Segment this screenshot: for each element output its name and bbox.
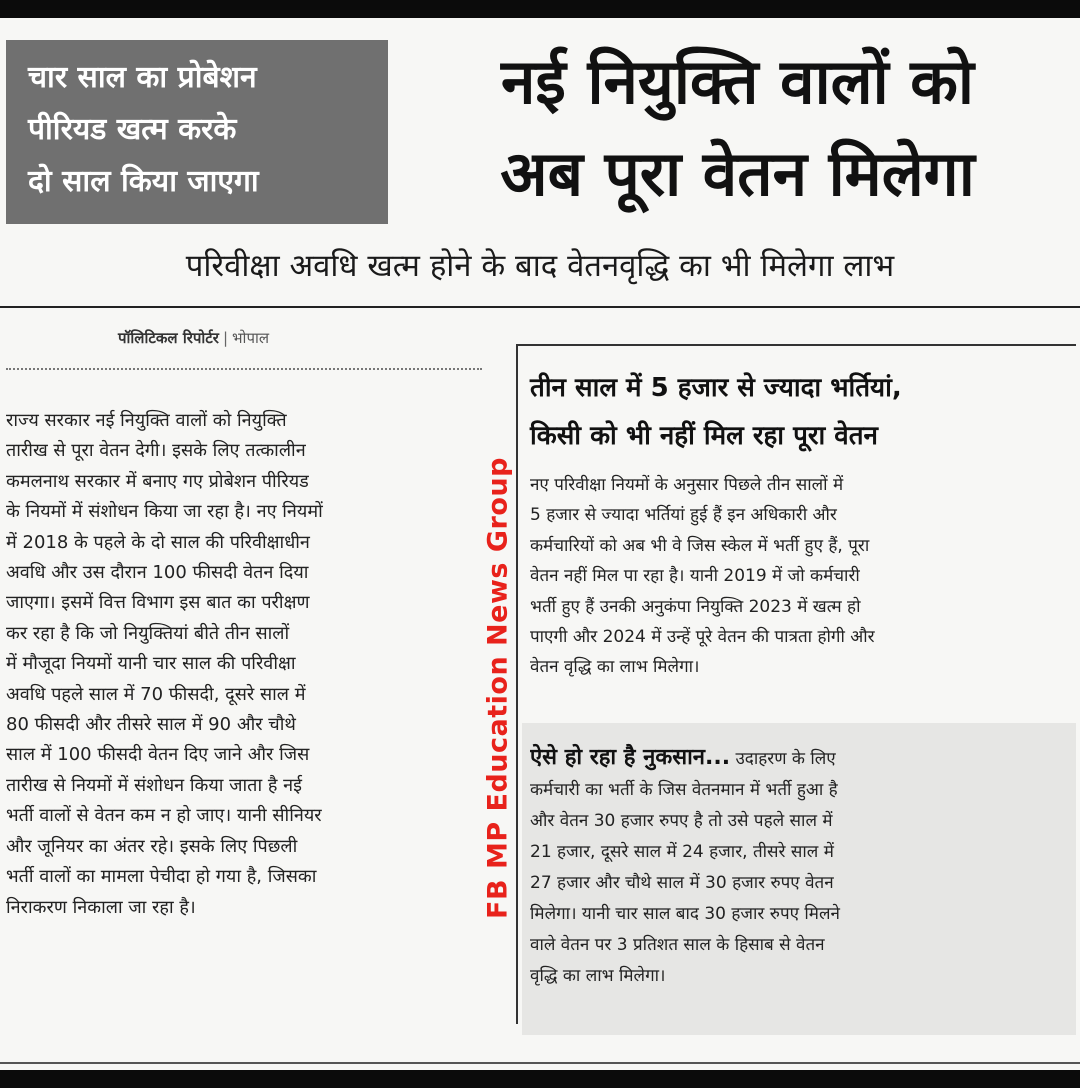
watermark-text: FB MP Education News Group	[482, 457, 514, 919]
bottom-divider	[0, 1062, 1080, 1064]
kicker-line: पीरियड खत्म करके	[28, 112, 237, 147]
loss-first-line-rest: उदाहरण के लिए	[735, 749, 836, 769]
box-article-body	[530, 470, 1072, 683]
left-article	[6, 406, 476, 923]
loss-line: मिलेगा। यानी चार साल बाद 30 हजार रुपए मिलने	[530, 904, 840, 924]
loss-first-line	[530, 742, 1072, 775]
article-line: निराकरण निकाला जा रहा है।	[6, 896, 196, 918]
article-line: में 2018 के पहले के दो साल की परिवीक्षाधीन	[6, 531, 310, 553]
box-body-line: वेतन नहीं मिल पा रहा है। यानी 2019 में जो कर्मचारी	[530, 566, 860, 587]
box-body-line: 5 हजार से ज्यादा भर्तियां हुई हैं इन अधिकारी और	[530, 505, 837, 526]
loss-line: 27 हजार और चौथे साल में 30 हजार रुपए वेतन	[530, 873, 834, 893]
loss-line: वाले वेतन पर 3 प्रतिशत साल के हिसाब से वेतन	[530, 935, 825, 955]
article-line: तारीख से पूरा वेतन देगी। इसके लिए तत्कालीन	[6, 440, 306, 462]
byline	[118, 328, 269, 348]
box-title-line: तीन साल में 5 हजार से ज्यादा भर्तियां,	[530, 373, 902, 403]
article-line: और जूनियर का अंतर रहे। इसके लिए पिछली	[6, 835, 298, 857]
loss-line: और वेतन 30 हजार रुपए है तो उसे पहले साल में	[530, 811, 833, 831]
box-body-line: नए परिवीक्षा नियमों के अनुसार पिछले तीन सालों में	[530, 475, 844, 495]
box-article-title	[530, 364, 1075, 460]
kicker-box	[6, 40, 388, 224]
loss-example-text	[530, 742, 1072, 992]
article-line: 80 फीसदी और तीसरे साल में 90 और चौथे	[6, 714, 296, 736]
box-title-line: किसी को भी नहीं मिल रहा पूरा वेतन	[530, 421, 878, 451]
article-line: में मौजूदा नियमों यानी चार साल की परिवीक्षा	[6, 653, 296, 675]
box-body-line: कर्मचारियों को अब भी वे जिस स्केल में भर्ती हुए हैं, पूरा	[530, 535, 870, 556]
loss-line: कर्मचारी का भर्ती के जिस वेतनमान में भर्ती हुआ है	[530, 780, 838, 800]
box-body-line: वेतन वृद्धि का लाभ मिलेगा।	[530, 657, 700, 678]
article-line: अवधि पहले साल में 70 फीसदी, दूसरे साल में	[6, 683, 306, 705]
subheadline: परिवीक्षा अवधि खत्म होने के बाद वेतनवृद्धि का भी मिलेगा लाभ	[185, 248, 895, 284]
loss-line: वृद्धि का लाभ मिलेगा।	[530, 966, 666, 986]
column-divider	[516, 344, 518, 1024]
byline-author: पॉलिटिकल रिपोर्टर	[118, 329, 219, 347]
article-line: कमलनाथ सरकार में बनाए गए प्रोबेशन पीरियड	[6, 470, 309, 492]
headline	[400, 36, 1075, 220]
loss-line: 21 हजार, दूसरे साल में 24 हजार, तीसरे साल में	[530, 842, 834, 862]
top-divider	[0, 306, 1080, 308]
headline-line: नई नियुक्ति वालों को	[501, 45, 974, 118]
byline-separator: |	[222, 329, 229, 347]
article-line: अवधि और उस दौरान 100 फीसदी वेतन दिया	[6, 562, 309, 584]
box-body-line: भर्ती हुए हैं उनकी अनुकंपा नियुक्ति 2023 में खत्म हो	[530, 596, 861, 617]
kicker-line: दो साल किया जाएगा	[28, 164, 259, 199]
article-line: राज्य सरकार नई नियुक्ति वालों को नियुक्ति	[6, 410, 287, 431]
article-line: भर्ती वालों से वेतन कम न हो जाए। यानी सीनियर	[6, 805, 322, 827]
article-line: कर रहा है कि जो नियुक्तियां बीते तीन सालों	[6, 622, 290, 644]
box-top-border	[516, 344, 1076, 346]
loss-lead: ऐसे हो रहा है नुकसान...	[530, 745, 731, 770]
article-line: जाएगा। इसमें वित्त विभाग इस बात का परीक्षण	[6, 592, 310, 614]
article-line: साल में 100 फीसदी वेतन दिए जाने और जिस	[6, 744, 310, 766]
byline-city: भोपाल	[232, 329, 270, 347]
box-body-line: पाएगी और 2024 में उन्हें पूरे वेतन की पात्रता होगी और	[530, 627, 875, 648]
article-line: भर्ती वालों का मामला पेचीदा हो गया है, जिसका	[6, 866, 317, 888]
watermark	[478, 378, 518, 998]
byline-divider	[6, 368, 482, 370]
article-line: के नियमों में संशोधन किया जा रहा है। नए नियमों	[6, 501, 323, 523]
article-line: तारीख से नियमों में संशोधन किया जाता है नई	[6, 774, 302, 796]
newspaper-clipping	[0, 18, 1080, 1070]
headline-line: अब पूरा वेतन मिलेगा	[500, 137, 975, 210]
kicker-line: चार साल का प्रोबेशन	[28, 60, 257, 95]
